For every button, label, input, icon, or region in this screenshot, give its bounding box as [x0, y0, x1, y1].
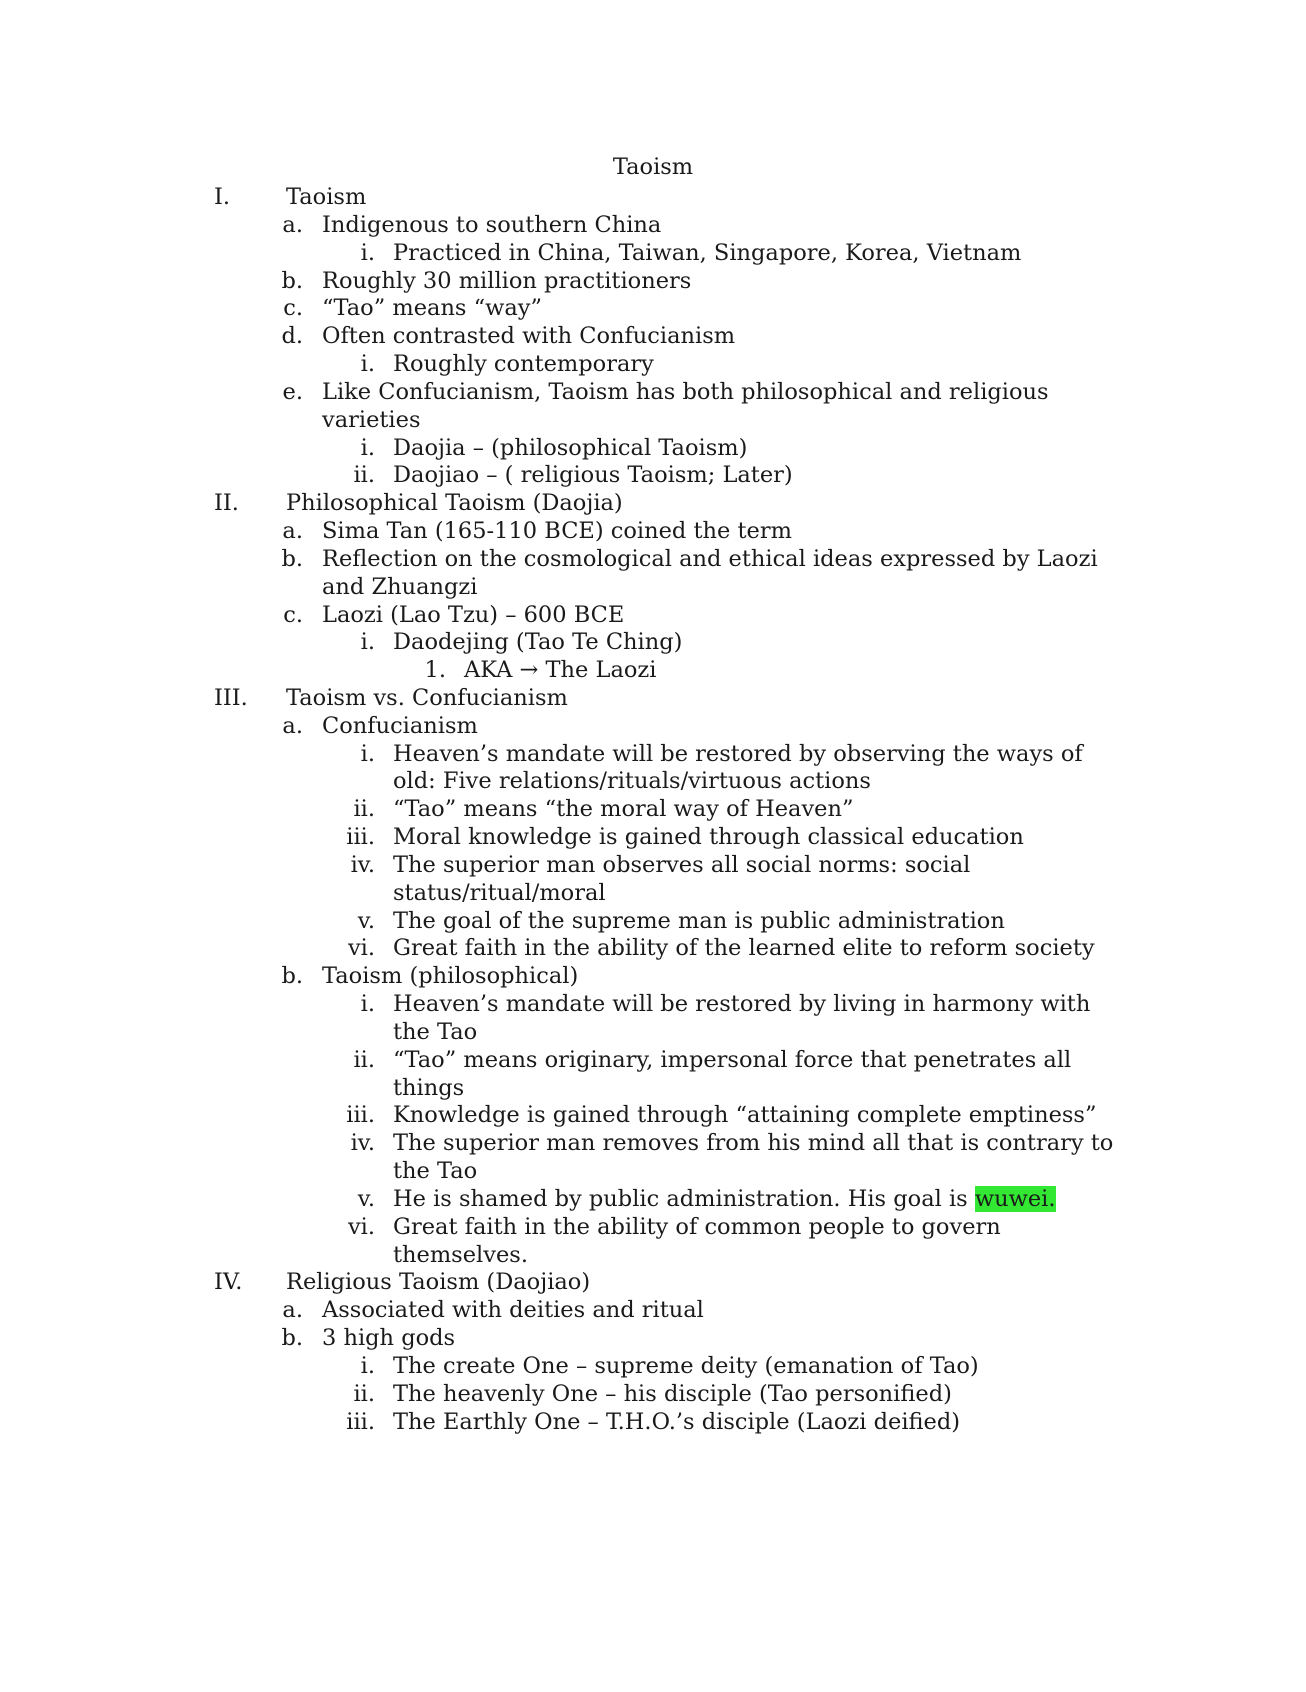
outline-text [393, 238, 1021, 268]
outline-marker: a. [282, 518, 303, 544]
outline-text [393, 1184, 1056, 1214]
outline-text [393, 1379, 952, 1409]
outline-item-level-1 [0, 572, 1306, 602]
outline-marker: iii. [346, 1408, 375, 1435]
outline-text-content: Philosophical Taoism (Daojia) [286, 490, 623, 517]
outline-item-level-2 [0, 433, 1306, 463]
outline-text [322, 405, 421, 435]
outline-marker: c. [283, 601, 303, 628]
outline-item-level-2 [0, 1240, 1306, 1270]
outline-text [393, 1017, 477, 1047]
outline-text [393, 906, 1005, 936]
outline-text-content: The superior man removes from his mind all that is contrary to [393, 1130, 1114, 1157]
outline-marker: b. [281, 1325, 303, 1351]
outline-marker: I. [214, 184, 231, 210]
outline-text-content: The superior man observes all social norms: social [393, 851, 971, 878]
outline-item-level-2 [0, 906, 1306, 936]
outline-item-level-2 [0, 1017, 1306, 1047]
outline-text [322, 711, 478, 741]
outline-text-content: the Tao [393, 1018, 478, 1045]
outline-text-content: “Tao” means “the moral way of Heaven” [393, 796, 854, 823]
outline-text [286, 683, 568, 713]
outline-marker: c. [283, 295, 303, 322]
outline-text-content: Religious Taoism (Daojiao) [286, 1269, 591, 1296]
outline-text-content: Daodejing (Tao Te Ching) [393, 629, 683, 656]
outline-marker: iii. [346, 1102, 375, 1129]
outline-marker: e. [282, 378, 303, 405]
outline-text-content: Knowledge is gained through “attaining complete emptiness” [393, 1102, 1097, 1129]
outline-text [322, 266, 691, 296]
outline-text-content: Laozi (Lao Tzu) – 600 BCE [322, 601, 625, 628]
outline-text-content: themselves. [393, 1241, 528, 1268]
outline-item-level-2 [0, 794, 1306, 824]
outline-text [322, 961, 578, 991]
outline-marker: i. [360, 740, 375, 767]
outline-marker: v. [357, 1185, 375, 1212]
outline-text [393, 878, 606, 908]
outline-text [393, 460, 793, 490]
highlighted-term: wuwei. [974, 1185, 1056, 1212]
outline-text-content: Indigenous to southern China [322, 211, 662, 238]
outline-item-level-3 [0, 655, 1306, 685]
outline-text [393, 1240, 528, 1270]
outline-item-level-2 [0, 1045, 1306, 1075]
outline-item-level-1 [0, 266, 1306, 296]
outline-text [286, 1267, 590, 1297]
outline-marker: i. [360, 991, 375, 1018]
outline-text-content: Daojiao – ( religious Taoism; Later) [393, 462, 793, 489]
outline-marker: vi. [347, 935, 375, 962]
outline-marker: b. [281, 545, 303, 572]
outline-text-content: The create One – supreme deity (emanation of Tao) [393, 1352, 979, 1379]
outline-text-content: The heavenly One – his disciple (Tao personified) [393, 1380, 952, 1407]
outline-item-level-1 [0, 1323, 1306, 1353]
outline-text [393, 1073, 464, 1103]
outline-marker: iv. [350, 851, 375, 878]
outline-marker: IV. [214, 1269, 243, 1296]
outline-marker: III. [214, 684, 248, 711]
outline-text-content: Associated with deities and ritual [322, 1297, 704, 1324]
outline-text-content: The goal of the supreme man is public administration [393, 907, 1005, 934]
outline-text [322, 600, 624, 630]
outline-item-level-2 [0, 822, 1306, 852]
outline-item-level-2 [0, 1073, 1306, 1103]
outline-text [393, 850, 970, 880]
outline-marker: ii. [353, 1046, 375, 1073]
outline-item-level-2 [0, 1407, 1306, 1437]
outline-item-level-2 [0, 1212, 1306, 1242]
outline-text [286, 488, 623, 518]
outline-item-level-1 [0, 516, 1306, 546]
outline-text-content: and Zhuangzi [322, 573, 478, 600]
outline-text-content: Roughly contemporary [393, 351, 654, 377]
outline-marker: b. [281, 267, 303, 294]
outline-marker: ii. [353, 796, 375, 823]
outline-item-level-1 [0, 321, 1306, 351]
outline-item-level-2 [0, 238, 1306, 268]
outline-text-content: “Tao” means “way” [322, 295, 543, 322]
outline-marker: iv. [350, 1130, 375, 1157]
outline-text-content: Heaven’s mandate will be restored by observing the ways of [393, 740, 1083, 767]
outline-marker: II. [214, 490, 239, 517]
outline-text-content: 3 high gods [322, 1325, 456, 1351]
outline-text-content: Sima Tan (165-110 BCE) coined the term [322, 518, 792, 544]
outline-item-level-2 [0, 1379, 1306, 1409]
outline-text-content: Reflection on the cosmological and ethical ideas expressed by Laozi [322, 545, 1098, 572]
outline-item-level-0 [0, 1267, 1306, 1297]
outline-item-level-0 [0, 683, 1306, 713]
outline-text [393, 349, 654, 379]
outline-item-level-2 [0, 933, 1306, 963]
outline-text [393, 1351, 979, 1381]
outline-item-level-1 [0, 961, 1306, 991]
outline-item-level-2 [0, 460, 1306, 490]
outline-item-level-1 [0, 210, 1306, 240]
outline-text [393, 1128, 1113, 1158]
outline-item-level-0 [0, 488, 1306, 518]
outline-item-level-1 [0, 711, 1306, 741]
outline-text-content: Taoism vs. Confucianism [286, 684, 568, 711]
outline-text [393, 433, 747, 463]
outline-text [393, 1100, 1096, 1130]
outline-text [464, 655, 656, 685]
outline-item-level-2 [0, 739, 1306, 769]
outline-item-level-2 [0, 349, 1306, 379]
outline-text [286, 182, 366, 212]
outline-marker: a. [282, 1297, 303, 1324]
outline-text-content: “Tao” means originary, impersonal force that penetrates all [393, 1046, 1072, 1073]
outline-text-content: Taoism (philosophical) [322, 963, 579, 990]
outline-marker: i. [360, 239, 375, 266]
outline-marker: b. [281, 963, 303, 990]
outline-text-content: Roughly 30 million practitioners [322, 267, 692, 294]
outline-text [393, 766, 871, 796]
outline-text [393, 1407, 960, 1437]
outline-marker: a. [282, 712, 303, 739]
outline-text-content: He is shamed by public administration. His goal is [393, 1185, 975, 1212]
outline-item-level-1 [0, 377, 1306, 407]
outline-text [393, 794, 853, 824]
outline-item-level-2 [0, 850, 1306, 880]
outline-text [393, 933, 1095, 963]
outline-marker: ii. [353, 462, 375, 489]
outline-item-level-2 [0, 1100, 1306, 1130]
outline-text [322, 516, 792, 546]
outline-text [322, 1323, 455, 1353]
outline-marker: a. [282, 211, 303, 238]
outline-item-level-2 [0, 878, 1306, 908]
outline-text [322, 210, 661, 240]
outline-text-content: Great faith in the ability of common people to govern [393, 1213, 1001, 1240]
outline-text [393, 627, 682, 657]
outline-text [393, 1212, 1001, 1242]
outline-text [393, 1045, 1071, 1075]
outline-text-content: Daojia – (philosophical Taoism) [393, 434, 748, 461]
outline-text [322, 1295, 704, 1325]
outline-text-content: Heaven’s mandate will be restored by living in harmony with [393, 991, 1091, 1018]
outline-marker: i. [360, 351, 375, 377]
outline-text [393, 822, 1024, 852]
outline-marker: i. [360, 629, 375, 656]
outline-item-level-1 [0, 1295, 1306, 1325]
document-title: Taoism [612, 154, 694, 180]
outline-text [322, 293, 542, 323]
outline-item-level-1 [0, 405, 1306, 435]
outline-text-content: Great faith in the ability of the learned elite to reform society [393, 935, 1095, 962]
outline-item-level-2 [0, 627, 1306, 657]
outline-item-level-2 [0, 989, 1306, 1019]
outline-text-content: Like Confucianism, Taoism has both philosophical and religious [322, 378, 1049, 405]
outline-item-level-2 [0, 766, 1306, 796]
outline-text-content: AKA → The Laozi [464, 657, 657, 684]
outline-text-content: Confucianism [322, 712, 478, 739]
outline-marker: v. [357, 907, 375, 934]
outline-item-level-2 [0, 1128, 1306, 1158]
outline-text-content: Often contrasted with Confucianism [322, 323, 736, 350]
outline-text-content: things [393, 1074, 465, 1101]
outline-marker: d. [281, 323, 303, 350]
outline-text [393, 739, 1083, 769]
outline-item-level-1 [0, 600, 1306, 630]
outline-item-level-1 [0, 293, 1306, 323]
outline-text [322, 321, 735, 351]
outline-marker: i. [360, 434, 375, 461]
outline-text-content: the Tao [393, 1158, 478, 1184]
outline-item-level-2 [0, 1156, 1306, 1186]
outline-item-level-2 [0, 1184, 1306, 1214]
outline-text-content: The Earthly One – T.H.O.’s disciple (Laozi deified) [393, 1408, 961, 1435]
outline-item-level-1 [0, 544, 1306, 574]
outline-text [322, 377, 1049, 407]
outline-marker: i. [360, 1352, 375, 1379]
outline-marker: vi. [347, 1213, 375, 1240]
outline-item-level-2 [0, 1351, 1306, 1381]
outline-text-content: status/ritual/moral [393, 879, 606, 906]
outline-text [322, 544, 1098, 574]
outline-item-level-0 [0, 182, 1306, 212]
outline-text-content: old: Five relations/rituals/virtuous actions [393, 768, 871, 795]
outline-marker: 1. [424, 657, 446, 684]
outline-text-content: varieties [322, 406, 421, 433]
outline-text-content: Moral knowledge is gained through classical education [393, 824, 1024, 851]
outline-text [322, 572, 477, 602]
outline-text-content: Practiced in China, Taiwan, Singapore, Korea, Vietnam [393, 239, 1022, 266]
outline-text-content: Taoism [286, 184, 367, 210]
outline-marker: ii. [353, 1380, 375, 1407]
outline-marker: iii. [346, 824, 375, 851]
outline-text [393, 1156, 477, 1186]
outline-text [393, 989, 1090, 1019]
